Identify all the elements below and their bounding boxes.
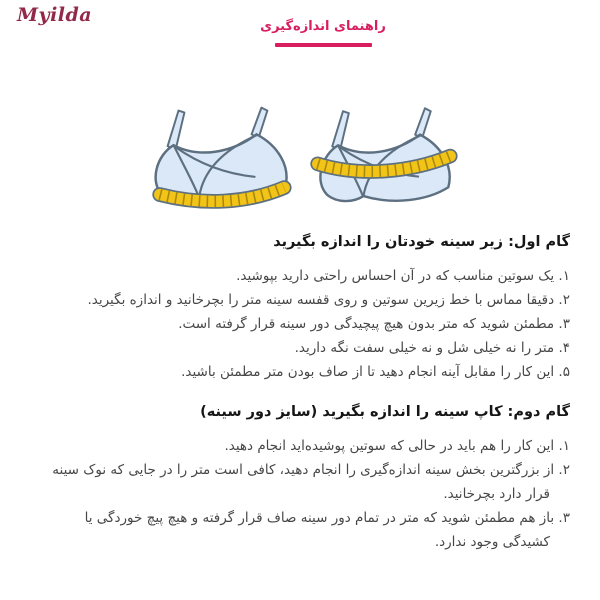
bra-strap-right [252,108,268,139]
page-header [240,19,406,47]
bra-underbust-measure-illustration [138,103,298,215]
step-item: ۲. دقیقا مماس با خط زیرین سوتین و روی قفسه سینه متر را بچرخانید و اندازه بگیرید. [87,292,570,308]
section-heading: گام دوم: کاپ سینه را اندازه بگیرید (سایز دور سینه) [200,404,570,420]
section-step-two [45,402,570,554]
page-title: راهنمای اندازه‌گیری [260,19,386,34]
section-step-one [45,232,570,384]
bra-bust-measure-illustration [303,103,461,215]
bra-strap-left [168,111,185,151]
step-item: ۳. مطمئن شوید که متر بدون هیچ پیچیدگی دور سینه قرار گرفته است. [178,316,570,332]
step-item: ۱. یک سوتین مناسب که در آن احساس راحتی دارید بپوشید. [236,268,570,284]
step-item: ۴. متر را نه خیلی شل و نه خیلی سفت نگه دارید. [294,340,570,356]
bra-strap-right [415,108,431,138]
instructions [45,232,570,554]
step-item: ۲. از بزرگترین بخش سینه اندازه‌گیری را انجام دهید، کافی است متر را در جایی که نوک سینه قرار دارد بچرخانید. [52,462,570,502]
title-underline [275,43,372,47]
step-item: ۵. این کار را مقابل آینه انجام دهید تا از صاف بودن متر مطمئن باشید. [181,364,570,380]
step-item: ۳. باز هم مطمئن شوید که متر در تمام دور سینه صاف قرار گرفته و هیچ پیچ خوردگی یا کشیدگی وجود ندارد. [84,510,570,550]
section-heading: گام اول: زیر سینه خودتان را اندازه بگیرید [273,234,570,250]
step-item: ۱. این کار را هم باید در حالی که سوتین پوشیده‌اید انجام دهید. [224,438,570,454]
bra-strap-left [332,111,349,150]
brand-logo: Myilda [17,4,93,26]
